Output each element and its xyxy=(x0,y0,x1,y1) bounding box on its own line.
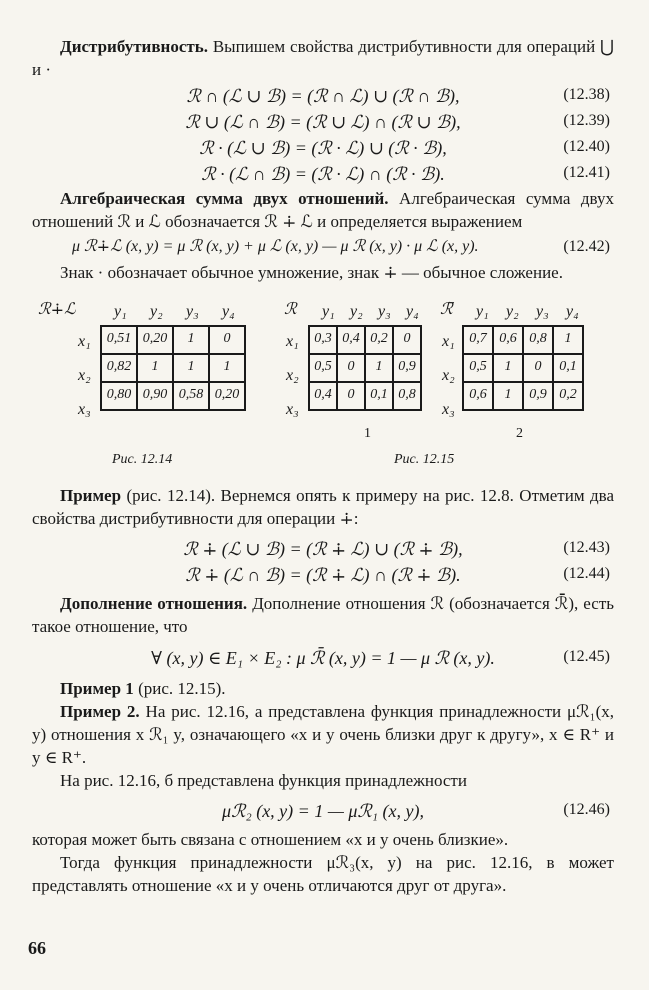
table-cell: 0,6 xyxy=(493,326,523,354)
table-cell: 0,5 xyxy=(309,354,337,382)
paragraph-sign: Знак · обозначает обычное умножение, знак ∔ — обычное сложение. xyxy=(60,262,563,282)
table-cell: 0,2 xyxy=(365,326,393,354)
equation-number: (12.43) xyxy=(563,538,610,556)
figure-tables xyxy=(32,297,614,447)
equation-12-39 xyxy=(32,110,614,134)
table-cell: 0,58 xyxy=(173,382,209,410)
table-cell: 0,8 xyxy=(523,326,553,354)
equation-number: (12.39) xyxy=(563,111,610,129)
equation-12-40 xyxy=(32,136,614,160)
table-cell: 0,3 xyxy=(309,326,337,354)
table3-row-label: x₂ xyxy=(442,366,455,384)
equation-12-41 xyxy=(32,162,614,186)
text-algebraic-sum: Алгебраическая сумма двух отношений ℛ и ℒ обозначается ℛ ∔ ℒ и определяется выражением xyxy=(32,188,614,231)
caption-fig-12-15: Рис. 12.15 xyxy=(394,451,455,467)
table3-grid xyxy=(462,325,584,411)
table3-corner-label: ℛ̄ xyxy=(440,300,453,318)
table3-col-label: y₃ xyxy=(536,302,549,320)
equation-12-45 xyxy=(32,646,614,670)
heading-example1: Пример 1 xyxy=(60,679,134,699)
table1-col-label: y₂ xyxy=(150,302,163,320)
table2-row-label: x₂ xyxy=(286,366,299,384)
table-cell: 1 xyxy=(137,354,173,382)
equation-number: (12.46) xyxy=(563,801,610,819)
table1-row-label: x₁ xyxy=(78,332,91,350)
paragraph-example2 xyxy=(32,701,614,770)
table-cell: 0,20 xyxy=(209,382,245,410)
table2-col-label: y₃ xyxy=(378,302,391,320)
equation-number: (12.38) xyxy=(563,85,610,103)
equation-12-43 xyxy=(32,537,614,561)
table-cell: 1 xyxy=(173,354,209,382)
text-example: (рис. 12.14). Вернемся опять к примеру на рис. 12.8. Отметим два свойства дистрибутивности для операции ∔: xyxy=(32,485,614,528)
table-cell: 1 xyxy=(173,326,209,354)
table-cell: 0 xyxy=(209,326,245,354)
table-cell: 0,4 xyxy=(337,326,365,354)
table2-row-label: x₁ xyxy=(286,332,299,350)
page-body xyxy=(32,36,614,898)
table-cell: 0,20 xyxy=(137,326,173,354)
equation-number: (12.44) xyxy=(563,564,610,582)
heading-algebraic-sum: Алгебраическая сумма двух отношений. xyxy=(60,188,389,208)
table-cell: 0,9 xyxy=(393,354,421,382)
table2-col-label: y₁ xyxy=(322,302,335,320)
table3-col-label: y₄ xyxy=(566,302,579,320)
equation-12-44 xyxy=(32,563,614,587)
table2-col-label: y₄ xyxy=(406,302,419,320)
table-cell: 1 xyxy=(493,382,523,410)
table-cell: 1 xyxy=(365,354,393,382)
formula: ℛ · (ℒ ∩ ℬ) = (ℛ · ℒ) ∩ (ℛ · ℬ). xyxy=(201,163,445,184)
heading-distributivity: Дистрибутивность. xyxy=(60,37,208,56)
figure-captions xyxy=(32,451,614,477)
table-cell: 1 xyxy=(493,354,523,382)
table-cell: 0,1 xyxy=(553,354,583,382)
heading-example: Пример xyxy=(60,485,122,505)
table2-grid xyxy=(308,325,422,411)
paragraph-example1 xyxy=(32,678,614,701)
table-cell: 0 xyxy=(523,354,553,382)
table-cell: 0,1 xyxy=(365,382,393,410)
table-cell: 0,9 xyxy=(523,382,553,410)
equation-12-46 xyxy=(32,799,614,823)
formula: μℛ₂ (x, y) = 1 — μℛ₁ (x, y), xyxy=(222,801,424,822)
table-cell: 1 xyxy=(209,354,245,382)
formula: ℛ · (ℒ ∪ ℬ) = (ℛ · ℒ) ∪ (ℛ · ℬ), xyxy=(199,137,447,158)
table-cell: 0,90 xyxy=(137,382,173,410)
table-cell: 0 xyxy=(393,326,421,354)
table2-mark: 1 xyxy=(364,425,371,441)
table-cell: 0,5 xyxy=(463,354,493,382)
table1-corner-label: ℛ∔ℒ xyxy=(38,300,76,318)
table1-row-label: x₂ xyxy=(78,366,91,384)
table-cell: 0,6 xyxy=(463,382,493,410)
table1-col-label: y₃ xyxy=(186,302,199,320)
table2-row-label: x₃ xyxy=(286,400,299,418)
table3-row-label: x₃ xyxy=(442,400,455,418)
formula: ∀ (x, y) ∈ E₁ × E₂ : μ ℛ̄ (x, y) = 1 — μ ℛ (x, y). xyxy=(151,648,495,669)
table-cell: 0,51 xyxy=(101,326,137,354)
caption-fig-12-14: Рис. 12.14 xyxy=(112,451,173,467)
formula: ℛ ∩ (ℒ ∪ ℬ) = (ℛ ∩ ℒ) ∪ (ℛ ∩ ℬ), xyxy=(186,85,460,106)
table-cell: 0 xyxy=(337,354,365,382)
paragraph-distributivity xyxy=(32,36,614,82)
text-complement: Дополнение отношения ℛ (обозначается ℛ̄), есть такое отношение, что xyxy=(32,593,615,636)
table1-grid xyxy=(100,325,246,411)
table2-col-label: y₂ xyxy=(350,302,363,320)
table3-row-label: x₁ xyxy=(442,332,455,350)
heading-example2: Пример 2. xyxy=(60,702,140,722)
page-number: 66 xyxy=(28,938,46,958)
equation-number: (12.45) xyxy=(563,648,610,666)
table1-row-label: x₃ xyxy=(78,400,91,418)
paragraph-algebraic-sum xyxy=(32,188,614,234)
table3-mark: 2 xyxy=(516,425,523,441)
table-cell: 1 xyxy=(553,326,583,354)
formula: ℛ ∪ (ℒ ∩ ℬ) = (ℛ ∪ ℒ) ∩ (ℛ ∪ ℬ), xyxy=(185,111,461,132)
table-cell: 0,82 xyxy=(101,354,137,382)
paragraph-complement xyxy=(32,593,614,639)
table3-col-label: y₁ xyxy=(476,302,489,320)
text-distributivity: Выпишем свойства дистрибутивности для операций ⋃ и · xyxy=(32,37,614,79)
paragraph-fig-12-16b: На рис. 12.16, б представлена функция принадлежности xyxy=(60,771,467,791)
equation-number: (12.42) xyxy=(563,237,610,255)
paragraph-example xyxy=(32,485,614,531)
equation-12-38 xyxy=(32,84,614,108)
paragraph-then: Тогда функция принадлежности μℛ₃(x, y) на рис. 12.16, в может представлять отношение «x и y очень отличаются друг от друга». xyxy=(32,853,614,895)
formula: ℛ ∔ (ℒ ∩ ℬ) = (ℛ ∔ ℒ) ∩ (ℛ ∔ ℬ). xyxy=(185,564,461,585)
equation-number: (12.41) xyxy=(563,163,610,181)
table-cell: 0,7 xyxy=(463,326,493,354)
formula: ℛ ∔ (ℒ ∪ ℬ) = (ℛ ∔ ℒ) ∪ (ℛ ∔ ℬ), xyxy=(183,538,463,559)
table3-col-label: y₂ xyxy=(506,302,519,320)
table-cell: 0 xyxy=(337,382,365,410)
heading-complement: Дополнение отношения. xyxy=(60,593,248,613)
table2-corner-label: ℛ xyxy=(284,300,297,318)
equation-number: (12.40) xyxy=(563,137,610,155)
table-cell: 0,80 xyxy=(101,382,137,410)
text-example2: На рис. 12.16, а представлена функция принадлежности μℛ₁(x, y) отношения x ℛ₁ y, означающего «x и y очень близки друг к другу», x ∈ R⁺ и y ∈ R⁺. xyxy=(32,702,614,768)
table-cell: 0,4 xyxy=(309,382,337,410)
text-example1: (рис. 12.15). xyxy=(133,679,226,699)
equation-12-42 xyxy=(32,236,614,260)
paragraph-which: которая может быть связана с отношением «x и y очень близкие». xyxy=(32,830,509,850)
table-cell: 0,8 xyxy=(393,382,421,410)
table1-col-label: y₁ xyxy=(114,302,127,320)
table1-col-label: y₄ xyxy=(222,302,235,320)
table-cell: 0,2 xyxy=(553,382,583,410)
formula: μ ℛ∔ℒ (x, y) = μ ℛ (x, y) + μ ℒ (x, y) — μ ℛ (x, y) · μ ℒ (x, y). xyxy=(72,237,479,255)
